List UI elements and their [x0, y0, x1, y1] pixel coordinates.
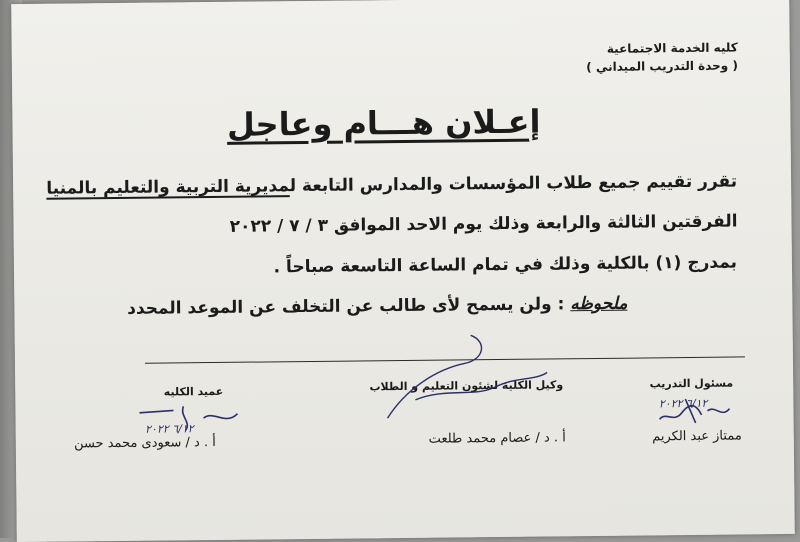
header-unit: ( وحدة التدريب الميداني )	[586, 58, 738, 75]
note-line	[127, 294, 627, 319]
body-line-1-text: تقرر تقييم جميع طلاب المؤسسات والمدارس التابعة ل	[289, 171, 738, 197]
vice-dean-title: وكيل الكلية لشئون التعليم و الطلاب	[369, 378, 564, 394]
body-line-1	[46, 171, 737, 198]
note-label: ملحوظه	[570, 293, 628, 315]
training-officer-name: ممتاز عبد الكريم	[652, 428, 742, 445]
body-line-2: الفرقتين الثالثة والرابعة وذلك يوم الاحد الموافق ٣ / ٧ / ٢٠٢٢	[229, 211, 738, 237]
directorate-name: مديرية التربية والتعليم بالمنيا	[46, 176, 290, 199]
dean-title: عميد الكليه	[163, 384, 224, 399]
dean-date: ٦/١٢ ٢٠٢٢	[145, 422, 194, 436]
vice-dean-name: أ . د / عصام محمد طلعت	[428, 430, 566, 447]
dean-name: أ . د / سعودى محمد حسن	[73, 434, 216, 452]
announcement-title: إعـلان هـــام وعاجل	[226, 102, 541, 144]
note-text: : ولن يسمح لأى طالب عن التخلف عن الموعد المحدد	[127, 294, 571, 319]
header-faculty: كليه الخدمة الاجتماعية	[606, 40, 738, 56]
document-page	[11, 0, 795, 542]
vice-dean-signature	[375, 328, 556, 425]
training-officer-date: ٦/١٢ ٢٠٢٢	[658, 396, 708, 411]
training-officer-title: مسئول التدريب	[649, 376, 734, 391]
body-line-3: بمدرج (١) بالكلية وذلك في تمام الساعة التاسعة صباحاً .	[273, 252, 738, 278]
